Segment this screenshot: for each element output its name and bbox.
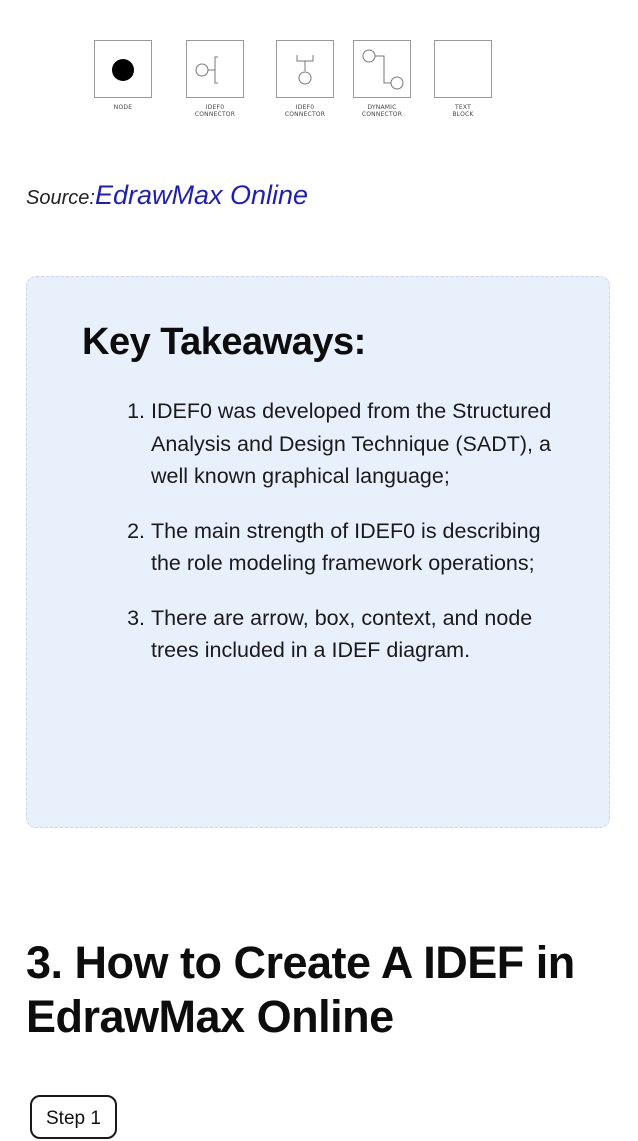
source-prefix: Source: bbox=[26, 187, 95, 209]
takeaways-list bbox=[117, 395, 571, 689]
takeaways-heading: Key Takeaways: bbox=[82, 321, 366, 363]
symbol-caption: NODE bbox=[113, 104, 133, 111]
node-icon bbox=[94, 40, 152, 98]
idef0-connector-icon bbox=[186, 40, 244, 98]
list-item: 1. IDEF0 was developed from the Structured Analysis and Design Technique (SADT), a well known graphical language; bbox=[151, 395, 571, 493]
key-takeaways-box bbox=[26, 276, 610, 828]
list-item: 2. The main strength of IDEF0 is describing the role modeling framework operations; bbox=[151, 515, 571, 580]
image-source bbox=[26, 180, 308, 211]
section-title: 3. How to Create A IDEF in EdrawMax Online bbox=[26, 937, 575, 1042]
symbol-idef0-connector-2 bbox=[276, 40, 334, 118]
list-item: 3. There are arrow, box, context, and node trees included in a IDEF diagram. bbox=[151, 602, 571, 667]
text-block-icon bbox=[434, 40, 492, 98]
symbol-caption: DYNAMIC CONNECTOR bbox=[361, 104, 403, 118]
symbol-caption: IDEF0 CONNECTOR bbox=[284, 104, 326, 118]
idef-symbol-strip bbox=[0, 40, 638, 140]
symbol-caption: TEXT BLOCK bbox=[452, 104, 474, 118]
step-1-button[interactable]: Step 1 bbox=[30, 1095, 117, 1139]
dynamic-connector-icon bbox=[353, 40, 411, 98]
symbol-text-block bbox=[434, 40, 492, 118]
symbol-node bbox=[94, 40, 152, 111]
symbol-idef0-connector bbox=[186, 40, 244, 118]
idef0-connector-icon bbox=[276, 40, 334, 98]
symbol-dynamic-connector bbox=[353, 40, 411, 118]
source-link[interactable]: EdrawMax Online bbox=[94, 180, 309, 210]
symbol-caption: IDEF0 CONNECTOR bbox=[194, 104, 236, 118]
